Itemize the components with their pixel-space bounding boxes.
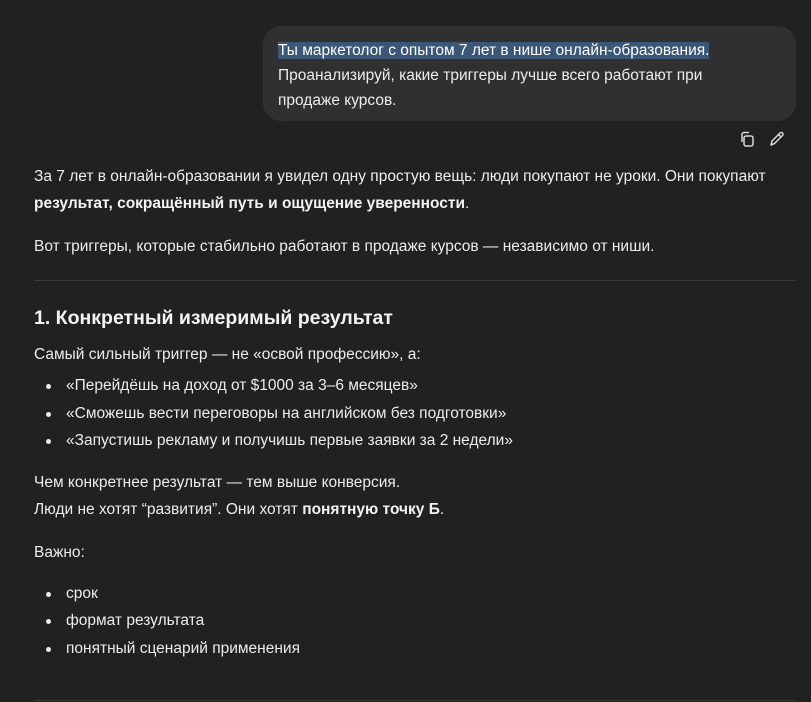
copy-button[interactable] — [738, 130, 756, 148]
intro-paragraph-1: За 7 лет в онлайн-образовании я увидел одну простую вещь: люди покупают не уроки. Они покупают результат, сокращённый путь и ощущение уверенности. — [34, 168, 766, 212]
examples-list — [34, 372, 796, 455]
intro-bold-text: результат, сокращённый путь и ощущение уверенности — [34, 195, 466, 212]
user-message-bubble — [263, 26, 796, 121]
list-item: срок — [34, 580, 796, 608]
pencil-icon — [768, 130, 786, 148]
section-divider — [34, 280, 796, 281]
section-heading: 1. Конкретный измеримый результат — [34, 307, 393, 329]
intro-paragraph-2: Вот триггеры, которые стабильно работают в продаже курсов — независимо от ниши. — [34, 238, 655, 255]
important-label: Важно: — [34, 543, 85, 561]
user-message-line-1 — [278, 38, 776, 63]
bottom-divider — [34, 700, 796, 701]
assistant-message — [34, 163, 796, 662]
conclusion-line-1: Чем конкретнее результат — тем выше конверсия. — [34, 473, 401, 491]
user-message-line-2: Проанализируй, какие триггеры лучше всего работают при — [278, 67, 703, 84]
edit-button[interactable] — [768, 130, 786, 148]
selected-text: Ты маркетолог с опытом 7 лет в нише онлайн-образования. — [278, 42, 710, 59]
list-item: формат результата — [34, 607, 796, 635]
list-item: «Сможешь вести переговоры на английском без подготовки» — [34, 400, 796, 428]
copy-icon — [738, 130, 756, 148]
message-actions — [738, 130, 786, 148]
conclusion-bold-text: понятную точку Б — [302, 500, 440, 518]
list-item: «Запустишь рекламу и получишь первые заявки за 2 недели» — [34, 427, 796, 455]
section-lead: Самый сильный триггер — не «освой профессию», а: — [34, 346, 421, 363]
user-message-line-3: продаже курсов. — [278, 92, 397, 109]
conclusion-line-2: Люди не хотят “развития”. Они хотят понятную точку Б. — [34, 500, 445, 518]
list-item: «Перейдёшь на доход от $1000 за 3–6 месяцев» — [34, 372, 796, 400]
list-item: понятный сценарий применения — [34, 635, 796, 663]
important-list — [34, 580, 796, 663]
